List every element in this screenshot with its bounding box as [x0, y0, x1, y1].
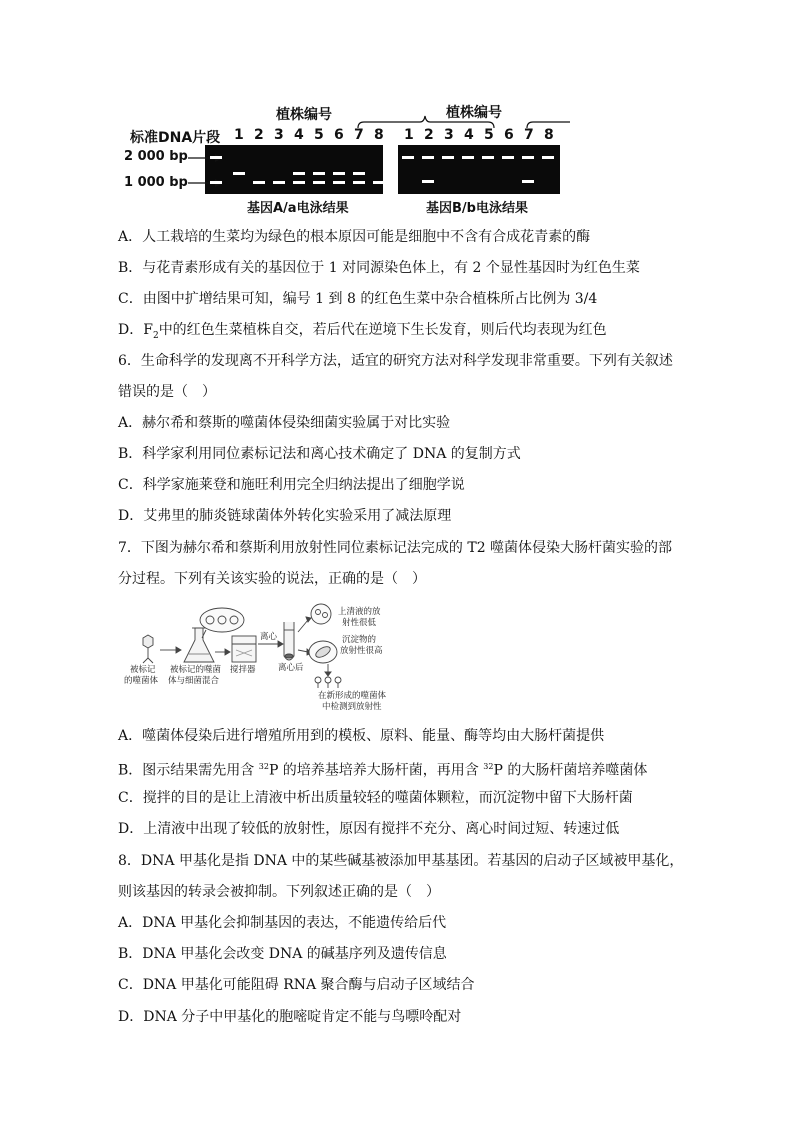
label-labeled-phage-2: 的噬菌体 — [124, 676, 159, 686]
q6-stem-line2: 错误的是（ ） — [118, 384, 216, 400]
gel-right — [398, 145, 560, 194]
q5-option-b: B．与花青素形成有关的基因位于 1 对同源染色体上，有 2 个显性基因时为红色生菜 — [118, 260, 640, 276]
lane-number-right-3: 3 — [444, 127, 454, 143]
lane-number-right-6: 6 — [504, 127, 514, 143]
lane-number-left-4: 4 — [294, 127, 304, 143]
q5-option-d — [118, 320, 607, 346]
centrifuge-tube-icon — [284, 622, 294, 660]
q7-stem-line1: 7．下图为赫尔希和蔡斯利用放射性同位素标记法完成的 T2 噬菌体侵染大肠杆菌实验的部 — [118, 540, 673, 556]
label-mix-2: 体与细菌混合 — [168, 676, 220, 686]
q8-option-c: C．DNA 甲基化可能阻碍 RNA 聚合酶与启动子区域结合 — [118, 977, 475, 993]
band-left-lane5-upper — [313, 172, 325, 175]
band-left-lane7-lower — [353, 181, 365, 184]
band-left-lane8-lower — [373, 181, 385, 184]
lane-number-left-6: 6 — [334, 127, 344, 143]
q7-option-b-mid: P 的培养基培养大肠杆菌，再用含 — [268, 762, 484, 779]
plant-number-label-right: 植株编号 — [446, 105, 502, 121]
label-blender: 搅拌器 — [230, 665, 256, 675]
band-right-lane6-upper — [502, 156, 514, 159]
band-right-lane5-upper — [482, 156, 494, 159]
marker-1000-label: 1 000 bp — [124, 175, 188, 190]
label-centrifuge: 离心 — [260, 632, 278, 642]
label-mix-1: 被标记的噬菌 — [170, 665, 222, 675]
band-left-marker-2000 — [210, 156, 222, 159]
band-left-lane1-mid — [233, 172, 245, 175]
q5-option-d-sub: 2 — [152, 330, 159, 341]
band-left-lane4-mid — [293, 172, 305, 175]
band-right-lane2-lower — [422, 180, 434, 183]
q5-option-d-pre: D．F — [118, 322, 153, 338]
blender-icon — [232, 636, 256, 662]
label-supernatant-2: 射性很低 — [342, 618, 377, 628]
q6-option-a: A．赫尔希和蔡斯的噬菌体侵染细菌实验属于对比实验 — [118, 415, 451, 431]
caption-gene-a: 基因A/a电泳结果 — [247, 201, 349, 216]
lane-number-right-8: 8 — [544, 127, 554, 143]
caption-gene-b: 基因B/b电泳结果 — [426, 201, 528, 216]
q5-option-a: A．人工栽培的生菜均为绿色的根本原因可能是细胞中不含有合成花青素的酶 — [118, 229, 591, 245]
q8-option-b: B．DNA 甲基化会改变 DNA 的碱基序列及遗传信息 — [118, 946, 447, 962]
label-supernatant-1: 上清液的放 — [338, 607, 381, 617]
band-left-lane3-lower — [273, 181, 285, 184]
label-after-centrifuge: 离心后 — [278, 663, 304, 673]
band-right-lane8-upper — [542, 156, 554, 159]
band-left-marker-1000 — [210, 181, 222, 184]
q8-stem-line1: 8．DNA 甲基化是指 DNA 中的某些碱基被添加甲基基团。若基因的启动子区域被甲基化， — [118, 853, 684, 869]
lane-number-left-2: 2 — [254, 127, 264, 143]
q7-option-b-post: P 的大肠杆菌培养噬菌体 — [493, 762, 648, 779]
lane-number-right-1: 1 — [404, 127, 414, 143]
label-sediment-1: 沉淀物的 — [342, 635, 377, 645]
labeled-phage-icon — [143, 635, 153, 663]
label-new-phage-2: 中检测到放射性 — [322, 702, 382, 712]
band-left-lane5-lower — [313, 181, 325, 184]
lane-number-right-7: 7 — [524, 127, 534, 143]
q7-option-a: A．噬菌体侵染后进行增殖所用到的模板、原料、能量、酶等均由大肠杆菌提供 — [118, 728, 605, 744]
q7-option-c: C．搅拌的目的是让上清液中析出质量较轻的噬菌体颗粒，而沉淀物中留下大肠杆菌 — [118, 790, 633, 806]
new-phages-icon — [315, 664, 341, 688]
lane-number-left-5: 5 — [314, 127, 324, 143]
lane-number-right-5: 5 — [484, 127, 494, 143]
label-new-phage-1: 在新形成的噬菌体 — [318, 691, 387, 701]
band-right-lane1-upper — [402, 156, 414, 159]
gel-left — [205, 145, 383, 194]
lane-number-left-3: 3 — [274, 127, 284, 143]
flask-icon — [184, 628, 214, 662]
lane-number-left-1: 1 — [234, 127, 244, 143]
q7-option-b-sup2: 32 — [483, 762, 494, 771]
band-left-lane2-lower — [253, 181, 265, 184]
sediment-bubble-icon — [309, 641, 337, 663]
band-left-lane7-upper — [353, 172, 365, 175]
lane-number-left-8: 8 — [374, 127, 384, 143]
band-right-lane4-upper — [462, 156, 474, 159]
standard-dna-label: 标准DNA片段 — [130, 130, 221, 146]
band-left-lane6-mid — [333, 172, 345, 175]
q6-option-b: B．科学家利用同位素标记法和离心技术确定了 DNA 的复制方式 — [118, 446, 521, 462]
band-right-lane7-lower — [522, 180, 534, 183]
q7-option-b-sup1: 32 — [258, 762, 269, 771]
lane-number-right-4: 4 — [464, 127, 474, 143]
q6-option-d: D．艾弗里的肺炎链球菌体外转化实验采用了减法原理 — [118, 508, 452, 524]
q8-stem-line2: 则该基因的转录会被抑制。下列叙述正确的是（ ） — [118, 884, 440, 900]
q6-option-c: C．科学家施莱登和施旺利用完全归纳法提出了细胞学说 — [118, 477, 465, 493]
band-right-lane7-upper — [522, 156, 534, 159]
band-left-lane4-lower — [293, 181, 305, 184]
q7-stem-line2: 分过程。下列有关该实验的说法，正确的是（ ） — [118, 571, 426, 587]
q7-option-d: D．上清液中出现了较低的放射性，原因有搅拌不充分、离心时间过短、转速过低 — [118, 821, 620, 837]
q7-option-b-pre: B．图示结果需先用含 — [118, 762, 259, 779]
label-sediment-2: 放射性很高 — [340, 646, 383, 656]
supernatant-bubble-icon — [311, 604, 331, 624]
marker-2000-label: 2 000 bp — [124, 149, 188, 164]
q5-option-d-post: 中的红色生菜植株自交，若后代在逆境下生长发育，则后代均表现为红色 — [158, 322, 607, 338]
lane-number-left-7: 7 — [354, 127, 364, 143]
q5-option-c: C．由图中扩增结果可知，编号 1 到 8 的红色生菜中杂合植株所占比例为 3/4 — [118, 291, 598, 307]
q8-option-a: A．DNA 甲基化会抑制基因的表达，不能遗传给后代 — [118, 915, 447, 931]
lane-number-right-2: 2 — [424, 127, 434, 143]
plant-number-label-left: 植株编号 — [276, 107, 332, 123]
q7-option-b — [118, 757, 647, 781]
band-left-lane6-lower — [333, 181, 345, 184]
band-right-lane2-upper — [422, 156, 434, 159]
band-right-lane3-upper — [442, 156, 454, 159]
q8-option-d: D．DNA 分子中甲基化的胞嘧啶肯定不能与鸟嘌呤配对 — [118, 1009, 462, 1025]
cell-bubble-icon — [200, 608, 244, 638]
label-labeled-phage-1: 被标记 — [130, 665, 156, 675]
phage-experiment-diagram — [118, 600, 418, 718]
q6-stem-line1: 6．生命科学的发现离不开科学方法，适宜的研究方法对科学发现非常重要。下列有关叙述 — [118, 353, 673, 369]
